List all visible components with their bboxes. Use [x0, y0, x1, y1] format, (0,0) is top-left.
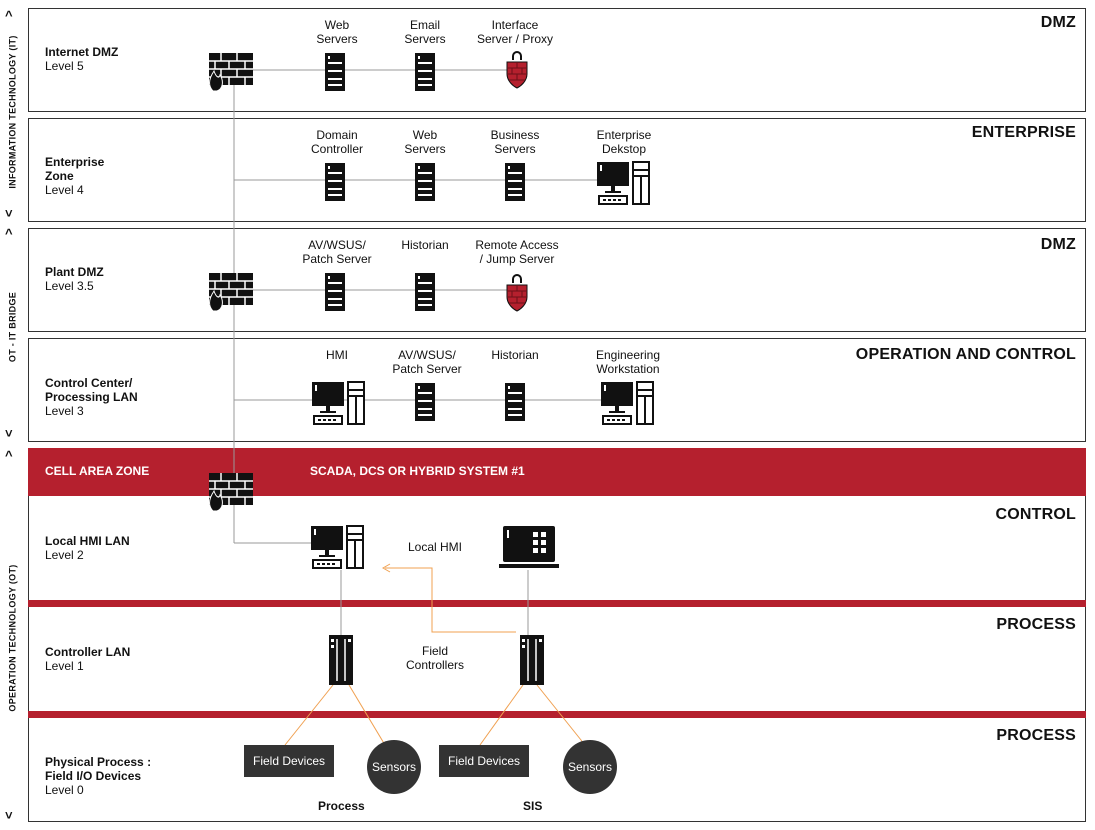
device-label: Web Servers	[316, 18, 358, 46]
zone-title: Physical Process : Field I/O Devices Level 0	[45, 755, 152, 797]
firewall-icon	[207, 473, 253, 513]
chevron-up-icon: ^	[5, 8, 13, 23]
device-label: Historian	[401, 238, 449, 252]
server-icon	[415, 273, 435, 313]
device-label: Interface Server / Proxy	[476, 18, 554, 46]
device-label: AV/WSUS/ Patch Server	[392, 348, 462, 376]
server-icon	[325, 53, 345, 93]
workstation-icon	[597, 160, 651, 206]
zone-title: Internet DMZ Level 5	[45, 45, 119, 73]
device-label: Historian	[491, 348, 539, 362]
zone-title: CELL AREA ZONE	[45, 464, 150, 478]
zone-title: Control Center/ Processing LAN Level 3	[45, 376, 138, 418]
server-icon	[325, 273, 345, 313]
sensors-circle: Sensors	[563, 740, 617, 794]
device-label: Engineering Workstation	[595, 348, 661, 376]
zone-tag: OPERATION AND CONTROL	[855, 346, 1076, 363]
zone-title: Plant DMZ Level 3.5	[45, 265, 104, 293]
zone-tag: CONTROL	[995, 506, 1076, 523]
shield-lock-icon	[505, 50, 529, 90]
chevron-down-icon: ˅	[5, 206, 13, 221]
zone-title: Local HMI LAN Level 2	[45, 534, 130, 562]
chevron-down-icon: ˅	[5, 426, 13, 441]
firewall-icon	[207, 53, 253, 93]
laptop-hmi-icon	[499, 524, 559, 570]
zone-tag: DMZ	[1040, 236, 1076, 253]
local-hmi-label: Local HMI	[407, 540, 463, 554]
chevron-up-icon: ^	[5, 226, 13, 241]
chevron-up-icon: ^	[5, 448, 13, 463]
controller-icon	[520, 635, 544, 685]
controller-icon	[329, 635, 353, 685]
shield-lock-icon	[505, 273, 529, 313]
workstation-icon	[311, 524, 365, 570]
device-label: Web Servers	[404, 128, 446, 156]
chevron-down-icon: ˅	[5, 808, 13, 823]
zone-tag: ENTERPRISE	[971, 124, 1076, 141]
server-icon	[505, 163, 525, 203]
server-icon	[325, 163, 345, 203]
side-label-ot: OPERATION TECHNOLOGY (OT)	[7, 564, 18, 712]
device-label: AV/WSUS/ Patch Server	[302, 238, 372, 266]
server-icon	[415, 163, 435, 203]
process-label: Process	[318, 799, 365, 813]
workstation-icon	[601, 380, 655, 426]
device-label: Business Servers	[490, 128, 540, 156]
device-label: Remote Access / Jump Server	[475, 238, 559, 266]
workstation-icon	[312, 380, 366, 426]
zone-title: Enterprise Zone Level 4	[45, 155, 105, 197]
device-label: Enterprise Dekstop	[596, 128, 652, 156]
server-icon	[505, 383, 525, 423]
zone-tag: PROCESS	[996, 727, 1076, 744]
field-devices-box: Field Devices	[439, 745, 529, 777]
server-icon	[415, 383, 435, 423]
zone-title: Controller LAN Level 1	[45, 645, 131, 673]
field-devices-box: Field Devices	[244, 745, 334, 777]
device-label: Email Servers	[404, 18, 446, 46]
side-label-it: INFORMATION TECHNOLOGY (IT)	[7, 35, 18, 189]
server-icon	[415, 53, 435, 93]
firewall-icon	[207, 273, 253, 313]
device-label: HMI	[326, 348, 348, 362]
sis-label: SIS	[523, 799, 543, 813]
system-title: SCADA, DCS OR HYBRID SYSTEM #1	[310, 464, 525, 478]
sensors-circle: Sensors	[367, 740, 421, 794]
zone-tag: DMZ	[1040, 14, 1076, 31]
device-label: Domain Controller	[310, 128, 364, 156]
side-label-bridge: OT - IT BRIDGE	[7, 291, 18, 363]
zone-tag: PROCESS	[996, 616, 1076, 633]
field-controllers-label: Field Controllers	[405, 644, 465, 672]
